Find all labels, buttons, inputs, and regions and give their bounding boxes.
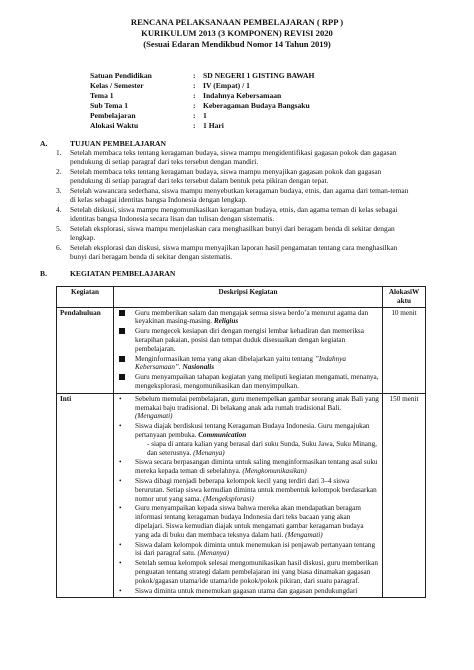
section-title: KEGIATAN PEMBELAJARAN: [70, 269, 176, 278]
list-item: [117, 327, 379, 353]
goal-number: 6.: [56, 243, 62, 252]
identity-value: Indahnya Kebersamaan: [203, 91, 282, 100]
identity-colon: :: [193, 71, 196, 80]
inti-description: [114, 393, 383, 598]
item-text: Siswa secara berpasangan diminta untuk saling menginformasikan tentang asal suku mereka kepada teman di sebelahnya.: [135, 458, 378, 476]
goal-text: Setelah membaca teks tentang keragaman budaya, siswa mampu mengidentifikasi gagasan pokok dan gagasan pendukung di setiap paragraf dari teks tersebut dengan mandiri.: [70, 148, 397, 167]
identity-colon: :: [193, 91, 196, 100]
bullet-icon: •: [119, 504, 122, 513]
identity-key: Alokasi Waktu: [90, 121, 139, 130]
table-row: [57, 393, 426, 598]
goal-text: Setelah membaca teks tentang keragaman budaya, siswa mampu menyajikan gagasan pokok dan gagasan pendukung di setiap paragraf dari teks tersebut dalam bentuk peta pikiran dengan tepat.: [70, 167, 382, 186]
list-item: [117, 559, 379, 585]
identity-key: Satuan Pendidikan: [90, 71, 152, 80]
identity-colon: :: [193, 81, 196, 90]
square-bullet-icon: [119, 355, 125, 365]
item-text: Setelah semua kelompok selesai mengomunikasikan hasil diskusi, guru memberikan penguatan tentang strategi dalam pembelajaran ini yang biasa dinamakan gagasan pokok/gagasan utama/ide utama/ide pokok/pokok pikiran, dari suatu paragraf.: [135, 559, 378, 585]
table-row: [57, 307, 426, 393]
item-text: siapa di antara kalian yang berasal dari suku Sunda, Suku Jawa, Suku Minang, dan seterusnya.: [147, 439, 377, 457]
square-bullet-icon: [119, 309, 125, 319]
list-item: [117, 587, 379, 596]
doc-title-line-1: RENCANA PELAKSANAAN PEMBELAJARAN ( RPP ): [130, 17, 344, 27]
list-item: [117, 477, 379, 503]
list-item: [117, 355, 379, 373]
item-text: Guru mengecek kesiapan diri dengan mengisi lembar kehadiran dan memeriksa kerapihan pakaian, posisi dan tempat duduk disesuaikan dengan kegiatan pembelajaran.: [135, 327, 364, 353]
list-item: [117, 373, 379, 391]
identity-key: Kelas / Semester: [90, 81, 144, 90]
header-kegiatan: Kegiatan: [57, 287, 114, 308]
activity-tag: (Menanya): [193, 448, 225, 457]
activity-tag: (Mengkomunikasikan): [242, 467, 307, 476]
time-allocation: 150 menit: [383, 393, 426, 598]
activity-tag: (Mengamati): [135, 412, 173, 421]
identity-value: Keberagaman Budaya Bangsaku: [203, 101, 310, 110]
square-bullet-icon: [119, 327, 125, 337]
table-header-row: [57, 287, 426, 308]
item-text: Guru menyampaikan tahapan kegiatan yang meliputi kegiatan mengamati, menanya, mengeksplorasi, mengomunikasikan dan menyimpulkan.: [135, 373, 379, 390]
header-deskripsi: Deskripsi Kegiatan: [114, 287, 383, 308]
item-text: Siswa diajak berdiskusi tentang Keragaman Budaya Indonesia. Guru mengajukan pertanyaan pembuka.: [135, 422, 370, 439]
identity-key: Pembelajaran: [90, 111, 136, 120]
identity-key: Sub Tema 1: [90, 101, 128, 110]
list-item: [117, 422, 379, 457]
goal-number: 5.: [56, 224, 62, 233]
identity-colon: :: [193, 121, 196, 130]
bullet-icon: •: [119, 559, 122, 568]
section-number: B.: [40, 269, 47, 278]
identity-colon: :: [193, 111, 196, 120]
time-allocation: 10 menit: [383, 307, 426, 393]
bullet-icon: •: [119, 422, 122, 431]
section-number: A.: [40, 139, 48, 148]
list-item: [117, 541, 379, 559]
row-label-pendahuluan: Pendahuluan: [57, 307, 114, 393]
bullet-icon: •: [119, 476, 122, 485]
identity-value: 1: [203, 111, 207, 120]
theme-quote: ”Indahnya Kebersamaan”.: [135, 354, 346, 372]
item-text: Guru memberikan salam dan mengajak semua siswa berdo’a menurut agama dan keyakinan masing-masing.: [135, 308, 369, 326]
bullet-icon: •: [119, 586, 122, 595]
item-text: Siswa diminta untuk menemukan gagasan utama dan gagasan pendukungdari: [135, 586, 358, 595]
item-text: Siswa dalam kelompok diminta untuk menemukan isi penjawab pertanyaan tentang isi dari paragraf satu.: [135, 540, 376, 558]
identity-colon: :: [193, 101, 196, 110]
section-title: TUJUAN PEMBELAJARAN: [70, 139, 166, 148]
pendahuluan-description: [114, 307, 383, 393]
bullet-icon: •: [119, 458, 122, 467]
item-text: Guru menyampaikan kepada siswa bahwa mereka akan mendapatkan beragam informasi tentang keragaman budaya Indonesia dari teks bacaan yang akan dipelajari. Siswa kemudian diajak untuk mengamati gambar keragaman budaya yang ada di buku dan membaca teksnya dalam hati.: [135, 504, 364, 539]
identity-value: IV (Empat) / 1: [203, 81, 250, 90]
header-alokasi: AlokasiW aktu: [383, 287, 426, 308]
goal-text: Setelah eksplorasi, siswa mampu menjelaskan cara menghasilkan bunyi dari beragam benda di sekitar dengan lengkap.: [70, 224, 395, 243]
skill-tag: Communication: [198, 430, 247, 439]
square-bullet-icon: [119, 373, 125, 383]
identity-value: 1 Hari: [203, 121, 224, 130]
identity-key: Tema 1: [90, 91, 114, 100]
sub-item: - siapa di antara kalian yang berasal dari suku Sunda, Suku Jawa, Suku Minang, dan seterusnya. (Menanya): [147, 439, 377, 457]
goal-number: 4.: [56, 205, 62, 214]
goal-text: Setelah eksplorasi dan diskusi, siswa mampu menyajikan laporan hasil pengamatan tentang cara menghasilkan bunyi dari beragam benda di sekitar dengan sistematis.: [70, 243, 398, 262]
row-label-inti: Inti: [57, 393, 114, 598]
identity-value: SD NEGERI 1 GISTING BAWAH: [203, 71, 315, 80]
list-item: [117, 309, 379, 327]
character-tag: Nasionalis: [182, 363, 215, 372]
bullet-icon: •: [119, 540, 122, 549]
activity-tag: (Menanya): [197, 549, 229, 558]
item-text: Siswa dibagi menjadi beberapa kelompok kecil yang terdiri dari 3–4 siswa berurutan. Setiap siswa kemudian diminta untuk membentuk kelompok berdasarkan nomor urut yang sama.: [135, 476, 377, 503]
doc-title-line-2: KURIKULUM 2013 (3 KOMPONEN) REVISI 2020: [141, 28, 333, 38]
goal-text: Setelah diskusi, siswa mampu mengomunikasikan keragaman budaya, etnis, dan agama teman di kelas sebagai identitas bangsa Indonesia secara lisan dan tulisan dengan sistematis.: [70, 205, 398, 224]
activities-table: [56, 286, 426, 598]
goal-number: 3.: [56, 186, 62, 195]
list-item: [117, 458, 379, 476]
item-text: Menginformasikan tema yang akan dibelajarkan yaitu tentang: [135, 354, 314, 363]
goal-number: 2.: [56, 167, 62, 176]
doc-title-line-3: (Sesuai Edaran Mendikbud Nomor 14 Tahun 2019): [143, 39, 331, 49]
list-item: [117, 395, 379, 421]
item-text: Sebelum memulai pembelajaran, guru menempelkan gambar seorang anak Bali yang memakai baju tradisional. Di belakang anak ada rumah tradisional Bali.: [135, 394, 379, 412]
bullet-icon: •: [119, 394, 122, 403]
activity-tag: (Mengamati): [285, 530, 323, 539]
activity-tag: (Mengeksplorasi): [203, 494, 254, 503]
goal-text: Setelah wawancara sederhana, siswa mampu menyebutkan keragaman budaya, etnis, dan agama dari teman-teman di kelas sebagai identitas bangsa Indonesia dengan lengkap.: [70, 186, 409, 205]
character-tag: Religius: [213, 317, 239, 326]
goal-number: 1.: [56, 148, 62, 157]
list-item: [117, 504, 379, 539]
